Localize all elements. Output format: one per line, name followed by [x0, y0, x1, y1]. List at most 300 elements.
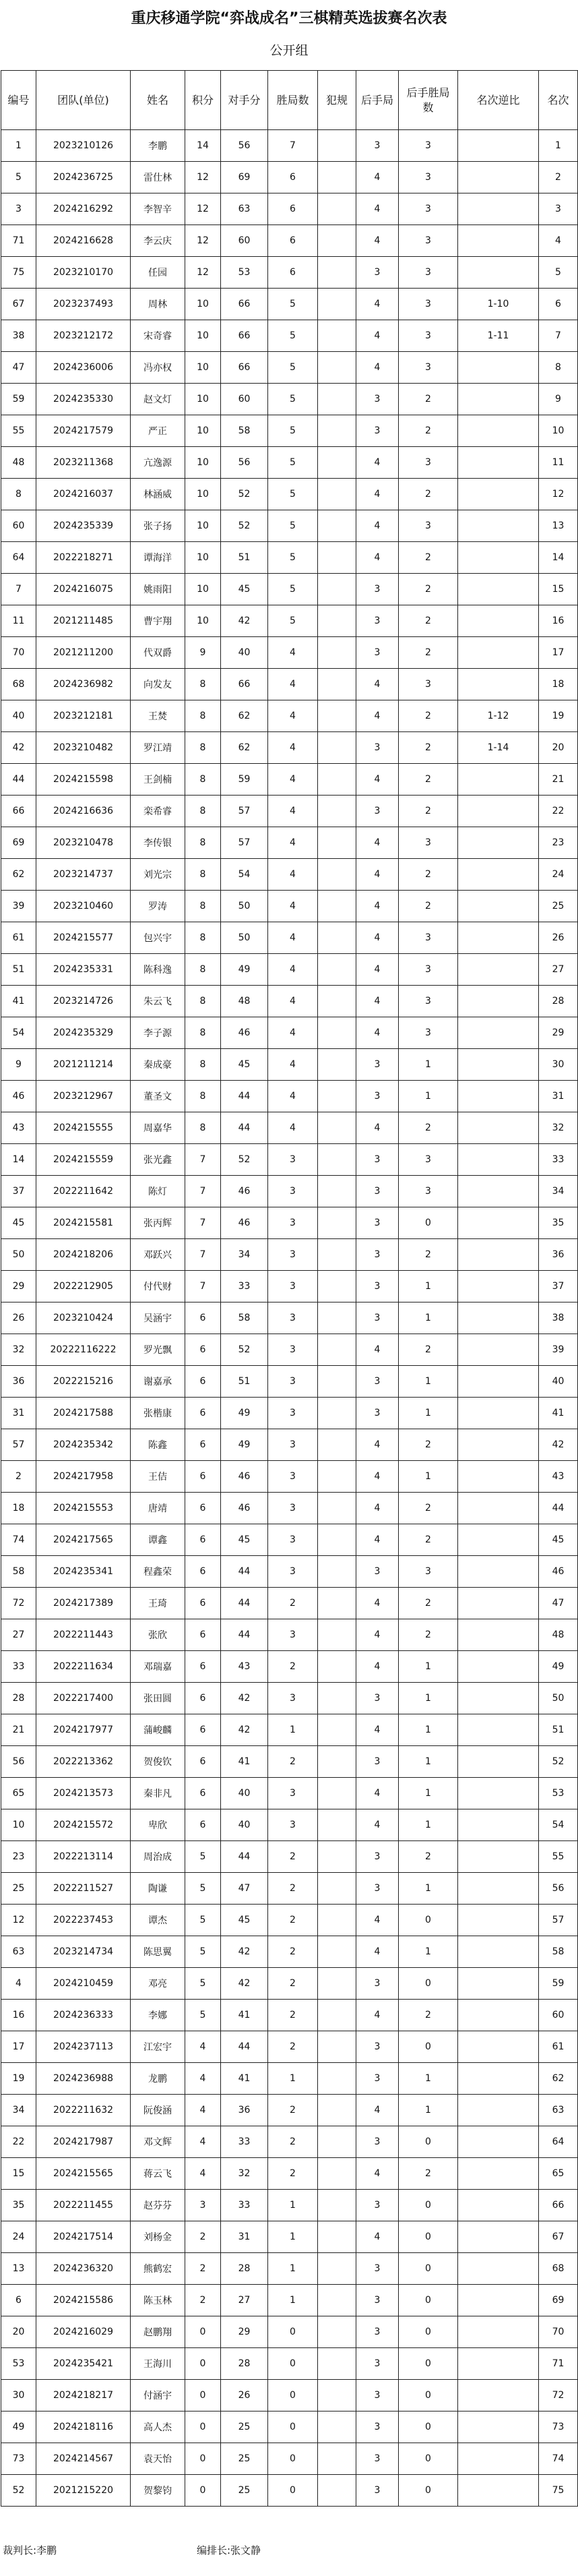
cell-fouls	[318, 1144, 356, 1176]
cell-wins: 2	[268, 1651, 318, 1683]
cell-second-hand-wins: 3	[399, 669, 458, 700]
cell-team: 2022215216	[36, 1366, 131, 1398]
cell-score: 10	[185, 415, 221, 447]
cell-team: 2024215553	[36, 1493, 131, 1524]
cell-second-hand-games: 3	[356, 1968, 399, 2000]
cell-rank: 54	[539, 1809, 578, 1841]
table-row	[1, 130, 578, 162]
cell-name: 冯亦权	[131, 352, 185, 384]
cell-score: 10	[185, 352, 221, 384]
cell-id: 16	[1, 2000, 36, 2031]
cell-opponent-score: 48	[221, 986, 268, 1017]
cell-fouls	[318, 2000, 356, 2031]
cell-fouls	[318, 2126, 356, 2158]
cell-id: 37	[1, 1176, 36, 1207]
cell-reverse-rank	[458, 1714, 539, 1746]
cell-second-hand-wins: 2	[399, 891, 458, 922]
cell-second-hand-wins: 0	[399, 2126, 458, 2158]
cell-id: 9	[1, 1049, 36, 1081]
cell-name: 罗光飘	[131, 1334, 185, 1366]
cell-opponent-score: 49	[221, 954, 268, 986]
cell-name: 宋奇睿	[131, 320, 185, 352]
cell-wins: 4	[268, 637, 318, 669]
cell-opponent-score: 50	[221, 891, 268, 922]
table-row	[1, 225, 578, 257]
cell-name: 陶谦	[131, 1873, 185, 1905]
cell-fouls	[318, 1081, 356, 1112]
cell-name: 包兴宇	[131, 922, 185, 954]
header-rank: 名次	[539, 71, 578, 130]
cell-wins: 5	[268, 542, 318, 574]
cell-name: 蒲峻麟	[131, 1714, 185, 1746]
table-row	[1, 1081, 578, 1112]
cell-opponent-score: 42	[221, 1714, 268, 1746]
cell-fouls	[318, 700, 356, 732]
cell-opponent-score: 41	[221, 2063, 268, 2095]
cell-team: 2022218271	[36, 542, 131, 574]
cell-score: 6	[185, 1493, 221, 1524]
cell-wins: 3	[268, 1398, 318, 1429]
cell-fouls	[318, 1968, 356, 2000]
cell-id: 45	[1, 1207, 36, 1239]
cell-name: 陈灯	[131, 1176, 185, 1207]
cell-second-hand-games: 3	[356, 1176, 399, 1207]
cell-reverse-rank	[458, 2000, 539, 2031]
cell-reverse-rank: 1-10	[458, 289, 539, 320]
cell-fouls	[318, 542, 356, 574]
cell-id: 17	[1, 2031, 36, 2063]
cell-id: 29	[1, 1271, 36, 1302]
cell-name: 严正	[131, 415, 185, 447]
cell-rank: 11	[539, 447, 578, 479]
table-row	[1, 479, 578, 510]
cell-wins: 4	[268, 954, 318, 986]
cell-reverse-rank	[458, 2475, 539, 2507]
cell-wins: 1	[268, 1714, 318, 1746]
cell-rank: 40	[539, 1366, 578, 1398]
cell-fouls	[318, 827, 356, 859]
cell-score: 5	[185, 1841, 221, 1873]
cell-name: 邓跃兴	[131, 1239, 185, 1271]
cell-reverse-rank	[458, 2348, 539, 2380]
cell-team: 2022212905	[36, 1271, 131, 1302]
cell-name: 曹宇翔	[131, 605, 185, 637]
table-row	[1, 1778, 578, 1809]
cell-id: 27	[1, 1619, 36, 1651]
cell-team: 2024217514	[36, 2221, 131, 2253]
cell-wins: 3	[268, 1619, 318, 1651]
cell-reverse-rank	[458, 1176, 539, 1207]
cell-team: 2024236725	[36, 162, 131, 193]
cell-second-hand-games: 4	[356, 1524, 399, 1556]
cell-name: 林涵威	[131, 479, 185, 510]
cell-second-hand-wins: 0	[399, 2285, 458, 2316]
table-row	[1, 764, 578, 796]
table-row	[1, 1588, 578, 1619]
cell-rank: 2	[539, 162, 578, 193]
table-row	[1, 2348, 578, 2380]
cell-score: 7	[185, 1176, 221, 1207]
table-row	[1, 2443, 578, 2475]
cell-id: 1	[1, 130, 36, 162]
cell-fouls	[318, 257, 356, 289]
cell-id: 58	[1, 1556, 36, 1588]
cell-name: 卑欣	[131, 1809, 185, 1841]
cell-rank: 48	[539, 1619, 578, 1651]
cell-opponent-score: 44	[221, 1619, 268, 1651]
table-row	[1, 2475, 578, 2507]
cell-team: 2024215598	[36, 764, 131, 796]
cell-name: 谭杰	[131, 1905, 185, 1936]
table-row	[1, 352, 578, 384]
cell-rank: 72	[539, 2380, 578, 2412]
cell-second-hand-games: 3	[356, 2126, 399, 2158]
cell-second-hand-games: 4	[356, 1809, 399, 1841]
arranger-signature: 编排长:张文静	[197, 2544, 261, 2556]
cell-second-hand-wins: 1	[399, 1398, 458, 1429]
cell-name: 李子源	[131, 1017, 185, 1049]
cell-opponent-score: 28	[221, 2253, 268, 2285]
cell-team: 2024218206	[36, 1239, 131, 1271]
cell-fouls	[318, 1493, 356, 1524]
table-row	[1, 1366, 578, 1398]
cell-reverse-rank	[458, 2443, 539, 2475]
cell-score: 12	[185, 162, 221, 193]
cell-reverse-rank	[458, 352, 539, 384]
cell-second-hand-wins: 2	[399, 1493, 458, 1524]
cell-team: 2024237113	[36, 2031, 131, 2063]
cell-second-hand-games: 3	[356, 1144, 399, 1176]
cell-score: 4	[185, 2095, 221, 2126]
cell-second-hand-wins: 2	[399, 384, 458, 415]
cell-name: 刘杨金	[131, 2221, 185, 2253]
cell-opponent-score: 28	[221, 2348, 268, 2380]
cell-wins: 2	[268, 1968, 318, 2000]
cell-score: 5	[185, 2000, 221, 2031]
cell-opponent-score: 31	[221, 2221, 268, 2253]
cell-id: 62	[1, 859, 36, 891]
cell-id: 4	[1, 1968, 36, 2000]
cell-fouls	[318, 2031, 356, 2063]
cell-second-hand-wins: 0	[399, 1968, 458, 2000]
cell-score: 10	[185, 320, 221, 352]
cell-id: 13	[1, 2253, 36, 2285]
cell-team: 2022217400	[36, 1683, 131, 1714]
cell-opponent-score: 66	[221, 352, 268, 384]
cell-wins: 6	[268, 257, 318, 289]
cell-second-hand-games: 4	[356, 986, 399, 1017]
cell-second-hand-wins: 0	[399, 1207, 458, 1239]
cell-id: 70	[1, 637, 36, 669]
cell-opponent-score: 47	[221, 1873, 268, 1905]
cell-second-hand-wins: 0	[399, 2348, 458, 2380]
cell-team: 2021215220	[36, 2475, 131, 2507]
cell-wins: 4	[268, 986, 318, 1017]
cell-rank: 60	[539, 2000, 578, 2031]
cell-opponent-score: 46	[221, 1461, 268, 1493]
cell-fouls	[318, 2348, 356, 2380]
cell-team: 2024216037	[36, 479, 131, 510]
cell-team: 2024217987	[36, 2126, 131, 2158]
header-reverse-rank: 名次逆比	[458, 71, 539, 130]
cell-id: 54	[1, 1017, 36, 1049]
cell-second-hand-games: 4	[356, 479, 399, 510]
table-row	[1, 1112, 578, 1144]
cell-reverse-rank	[458, 764, 539, 796]
cell-rank: 51	[539, 1714, 578, 1746]
cell-wins: 5	[268, 320, 318, 352]
cell-rank: 58	[539, 1936, 578, 1968]
cell-second-hand-games: 4	[356, 1112, 399, 1144]
cell-wins: 3	[268, 1302, 318, 1334]
table-row	[1, 1334, 578, 1366]
cell-rank: 34	[539, 1176, 578, 1207]
cell-score: 9	[185, 637, 221, 669]
cell-rank: 44	[539, 1493, 578, 1524]
cell-reverse-rank	[458, 130, 539, 162]
cell-second-hand-games: 3	[356, 637, 399, 669]
cell-team: 2023210424	[36, 1302, 131, 1334]
cell-id: 5	[1, 162, 36, 193]
table-row	[1, 2095, 578, 2126]
table-row	[1, 605, 578, 637]
cell-wins: 4	[268, 764, 318, 796]
cell-reverse-rank: 1-11	[458, 320, 539, 352]
cell-second-hand-wins: 0	[399, 2380, 458, 2412]
cell-wins: 2	[268, 1873, 318, 1905]
cell-reverse-rank	[458, 1429, 539, 1461]
cell-wins: 4	[268, 827, 318, 859]
cell-rank: 45	[539, 1524, 578, 1556]
cell-second-hand-games: 3	[356, 2253, 399, 2285]
cell-wins: 6	[268, 162, 318, 193]
table-row	[1, 257, 578, 289]
cell-opponent-score: 56	[221, 447, 268, 479]
cell-name: 张丙辉	[131, 1207, 185, 1239]
table-row	[1, 1746, 578, 1778]
cell-second-hand-wins: 2	[399, 605, 458, 637]
cell-team: 2024235331	[36, 954, 131, 986]
cell-name: 王剑楠	[131, 764, 185, 796]
cell-second-hand-games: 3	[356, 2348, 399, 2380]
cell-second-hand-games: 3	[356, 2475, 399, 2507]
cell-team: 20222116222	[36, 1334, 131, 1366]
table-row	[1, 1936, 578, 1968]
table-row	[1, 669, 578, 700]
cell-opponent-score: 62	[221, 732, 268, 764]
cell-reverse-rank	[458, 1683, 539, 1714]
cell-second-hand-wins: 2	[399, 1588, 458, 1619]
cell-id: 75	[1, 257, 36, 289]
cell-second-hand-games: 3	[356, 732, 399, 764]
cell-score: 8	[185, 891, 221, 922]
cell-opponent-score: 58	[221, 415, 268, 447]
cell-second-hand-wins: 1	[399, 1746, 458, 1778]
cell-rank: 28	[539, 986, 578, 1017]
cell-opponent-score: 29	[221, 2316, 268, 2348]
cell-team: 2024213573	[36, 1778, 131, 1809]
cell-name: 邓瑞嘉	[131, 1651, 185, 1683]
cell-second-hand-games: 3	[356, 2412, 399, 2443]
table-row	[1, 732, 578, 764]
cell-score: 5	[185, 1873, 221, 1905]
cell-name: 赵鹏翔	[131, 2316, 185, 2348]
cell-wins: 0	[268, 2412, 318, 2443]
cell-name: 贺黎钧	[131, 2475, 185, 2507]
table-row	[1, 2316, 578, 2348]
cell-team: 2023211368	[36, 447, 131, 479]
cell-second-hand-games: 3	[356, 1366, 399, 1398]
cell-rank: 33	[539, 1144, 578, 1176]
cell-id: 53	[1, 2348, 36, 2380]
cell-fouls	[318, 796, 356, 827]
cell-team: 2024215577	[36, 922, 131, 954]
cell-rank: 24	[539, 859, 578, 891]
cell-reverse-rank	[458, 986, 539, 1017]
table-row	[1, 1207, 578, 1239]
cell-opponent-score: 26	[221, 2380, 268, 2412]
table-row	[1, 1809, 578, 1841]
cell-score: 8	[185, 827, 221, 859]
cell-opponent-score: 33	[221, 1271, 268, 1302]
table-row	[1, 2158, 578, 2190]
cell-second-hand-wins: 3	[399, 986, 458, 1017]
cell-score: 7	[185, 1271, 221, 1302]
cell-team: 2022213362	[36, 1746, 131, 1778]
cell-second-hand-games: 4	[356, 1493, 399, 1524]
cell-fouls	[318, 1334, 356, 1366]
cell-id: 36	[1, 1366, 36, 1398]
cell-second-hand-games: 4	[356, 352, 399, 384]
cell-team: 2024216628	[36, 225, 131, 257]
cell-name: 高人杰	[131, 2412, 185, 2443]
cell-rank: 55	[539, 1841, 578, 1873]
table-row	[1, 542, 578, 574]
cell-opponent-score: 69	[221, 162, 268, 193]
cell-reverse-rank	[458, 1778, 539, 1809]
cell-rank: 53	[539, 1778, 578, 1809]
cell-opponent-score: 45	[221, 1049, 268, 1081]
cell-wins: 5	[268, 447, 318, 479]
cell-rank: 7	[539, 320, 578, 352]
cell-score: 6	[185, 1524, 221, 1556]
cell-opponent-score: 33	[221, 2190, 268, 2221]
cell-second-hand-games: 3	[356, 1398, 399, 1429]
cell-id: 28	[1, 1683, 36, 1714]
table-row	[1, 1461, 578, 1493]
cell-reverse-rank: 1-14	[458, 732, 539, 764]
cell-wins: 4	[268, 732, 318, 764]
cell-rank: 69	[539, 2285, 578, 2316]
cell-score: 6	[185, 1714, 221, 1746]
cell-team: 2024236333	[36, 2000, 131, 2031]
cell-wins: 2	[268, 1746, 318, 1778]
cell-rank: 62	[539, 2063, 578, 2095]
cell-second-hand-games: 4	[356, 827, 399, 859]
cell-score: 4	[185, 2031, 221, 2063]
cell-rank: 37	[539, 1271, 578, 1302]
cell-fouls	[318, 891, 356, 922]
cell-rank: 32	[539, 1112, 578, 1144]
cell-second-hand-wins: 1	[399, 1366, 458, 1398]
cell-name: 谭鑫	[131, 1524, 185, 1556]
cell-reverse-rank	[458, 1271, 539, 1302]
cell-team: 2024218217	[36, 2380, 131, 2412]
cell-name: 李娜	[131, 2000, 185, 2031]
cell-team: 2023210126	[36, 130, 131, 162]
table-row	[1, 2063, 578, 2095]
cell-team: 2022211527	[36, 1873, 131, 1905]
cell-reverse-rank	[458, 574, 539, 605]
table-row	[1, 2380, 578, 2412]
cell-second-hand-games: 3	[356, 2316, 399, 2348]
cell-fouls	[318, 1556, 356, 1588]
table-row	[1, 1683, 578, 1714]
cell-name: 张欣	[131, 1619, 185, 1651]
table-row	[1, 1144, 578, 1176]
cell-id: 2	[1, 1461, 36, 1493]
cell-rank: 9	[539, 384, 578, 415]
cell-second-hand-games: 3	[356, 257, 399, 289]
table-row	[1, 2126, 578, 2158]
cell-fouls	[318, 1429, 356, 1461]
cell-name: 周嘉华	[131, 1112, 185, 1144]
cell-opponent-score: 45	[221, 574, 268, 605]
cell-second-hand-games: 3	[356, 1049, 399, 1081]
cell-fouls	[318, 1271, 356, 1302]
cell-reverse-rank	[458, 2316, 539, 2348]
cell-rank: 35	[539, 1207, 578, 1239]
cell-score: 8	[185, 1081, 221, 1112]
cell-second-hand-wins: 1	[399, 2063, 458, 2095]
cell-name: 贺俊钦	[131, 1746, 185, 1778]
cell-second-hand-games: 3	[356, 574, 399, 605]
cell-fouls	[318, 1809, 356, 1841]
cell-second-hand-wins: 1	[399, 2095, 458, 2126]
header-score: 积分	[185, 71, 221, 130]
cell-name: 秦成豪	[131, 1049, 185, 1081]
cell-score: 10	[185, 479, 221, 510]
cell-id: 72	[1, 1588, 36, 1619]
cell-opponent-score: 57	[221, 796, 268, 827]
cell-id: 3	[1, 193, 36, 225]
cell-fouls	[318, 986, 356, 1017]
cell-opponent-score: 51	[221, 1366, 268, 1398]
cell-score: 8	[185, 669, 221, 700]
cell-reverse-rank	[458, 225, 539, 257]
cell-id: 73	[1, 2443, 36, 2475]
cell-name: 赵文灯	[131, 384, 185, 415]
table-row	[1, 796, 578, 827]
cell-reverse-rank	[458, 637, 539, 669]
cell-wins: 3	[268, 1207, 318, 1239]
cell-score: 0	[185, 2316, 221, 2348]
cell-id: 35	[1, 2190, 36, 2221]
cell-wins: 4	[268, 922, 318, 954]
cell-rank: 23	[539, 827, 578, 859]
cell-second-hand-wins: 3	[399, 510, 458, 542]
cell-second-hand-wins: 1	[399, 1714, 458, 1746]
header-second-hand-games: 后手局	[356, 71, 399, 130]
cell-score: 0	[185, 2475, 221, 2507]
header-opponent-score: 对手分	[221, 71, 268, 130]
cell-name: 罗江靖	[131, 732, 185, 764]
cell-fouls	[318, 1936, 356, 1968]
cell-rank: 18	[539, 669, 578, 700]
cell-reverse-rank	[458, 1302, 539, 1334]
cell-reverse-rank	[458, 2095, 539, 2126]
cell-fouls	[318, 1524, 356, 1556]
